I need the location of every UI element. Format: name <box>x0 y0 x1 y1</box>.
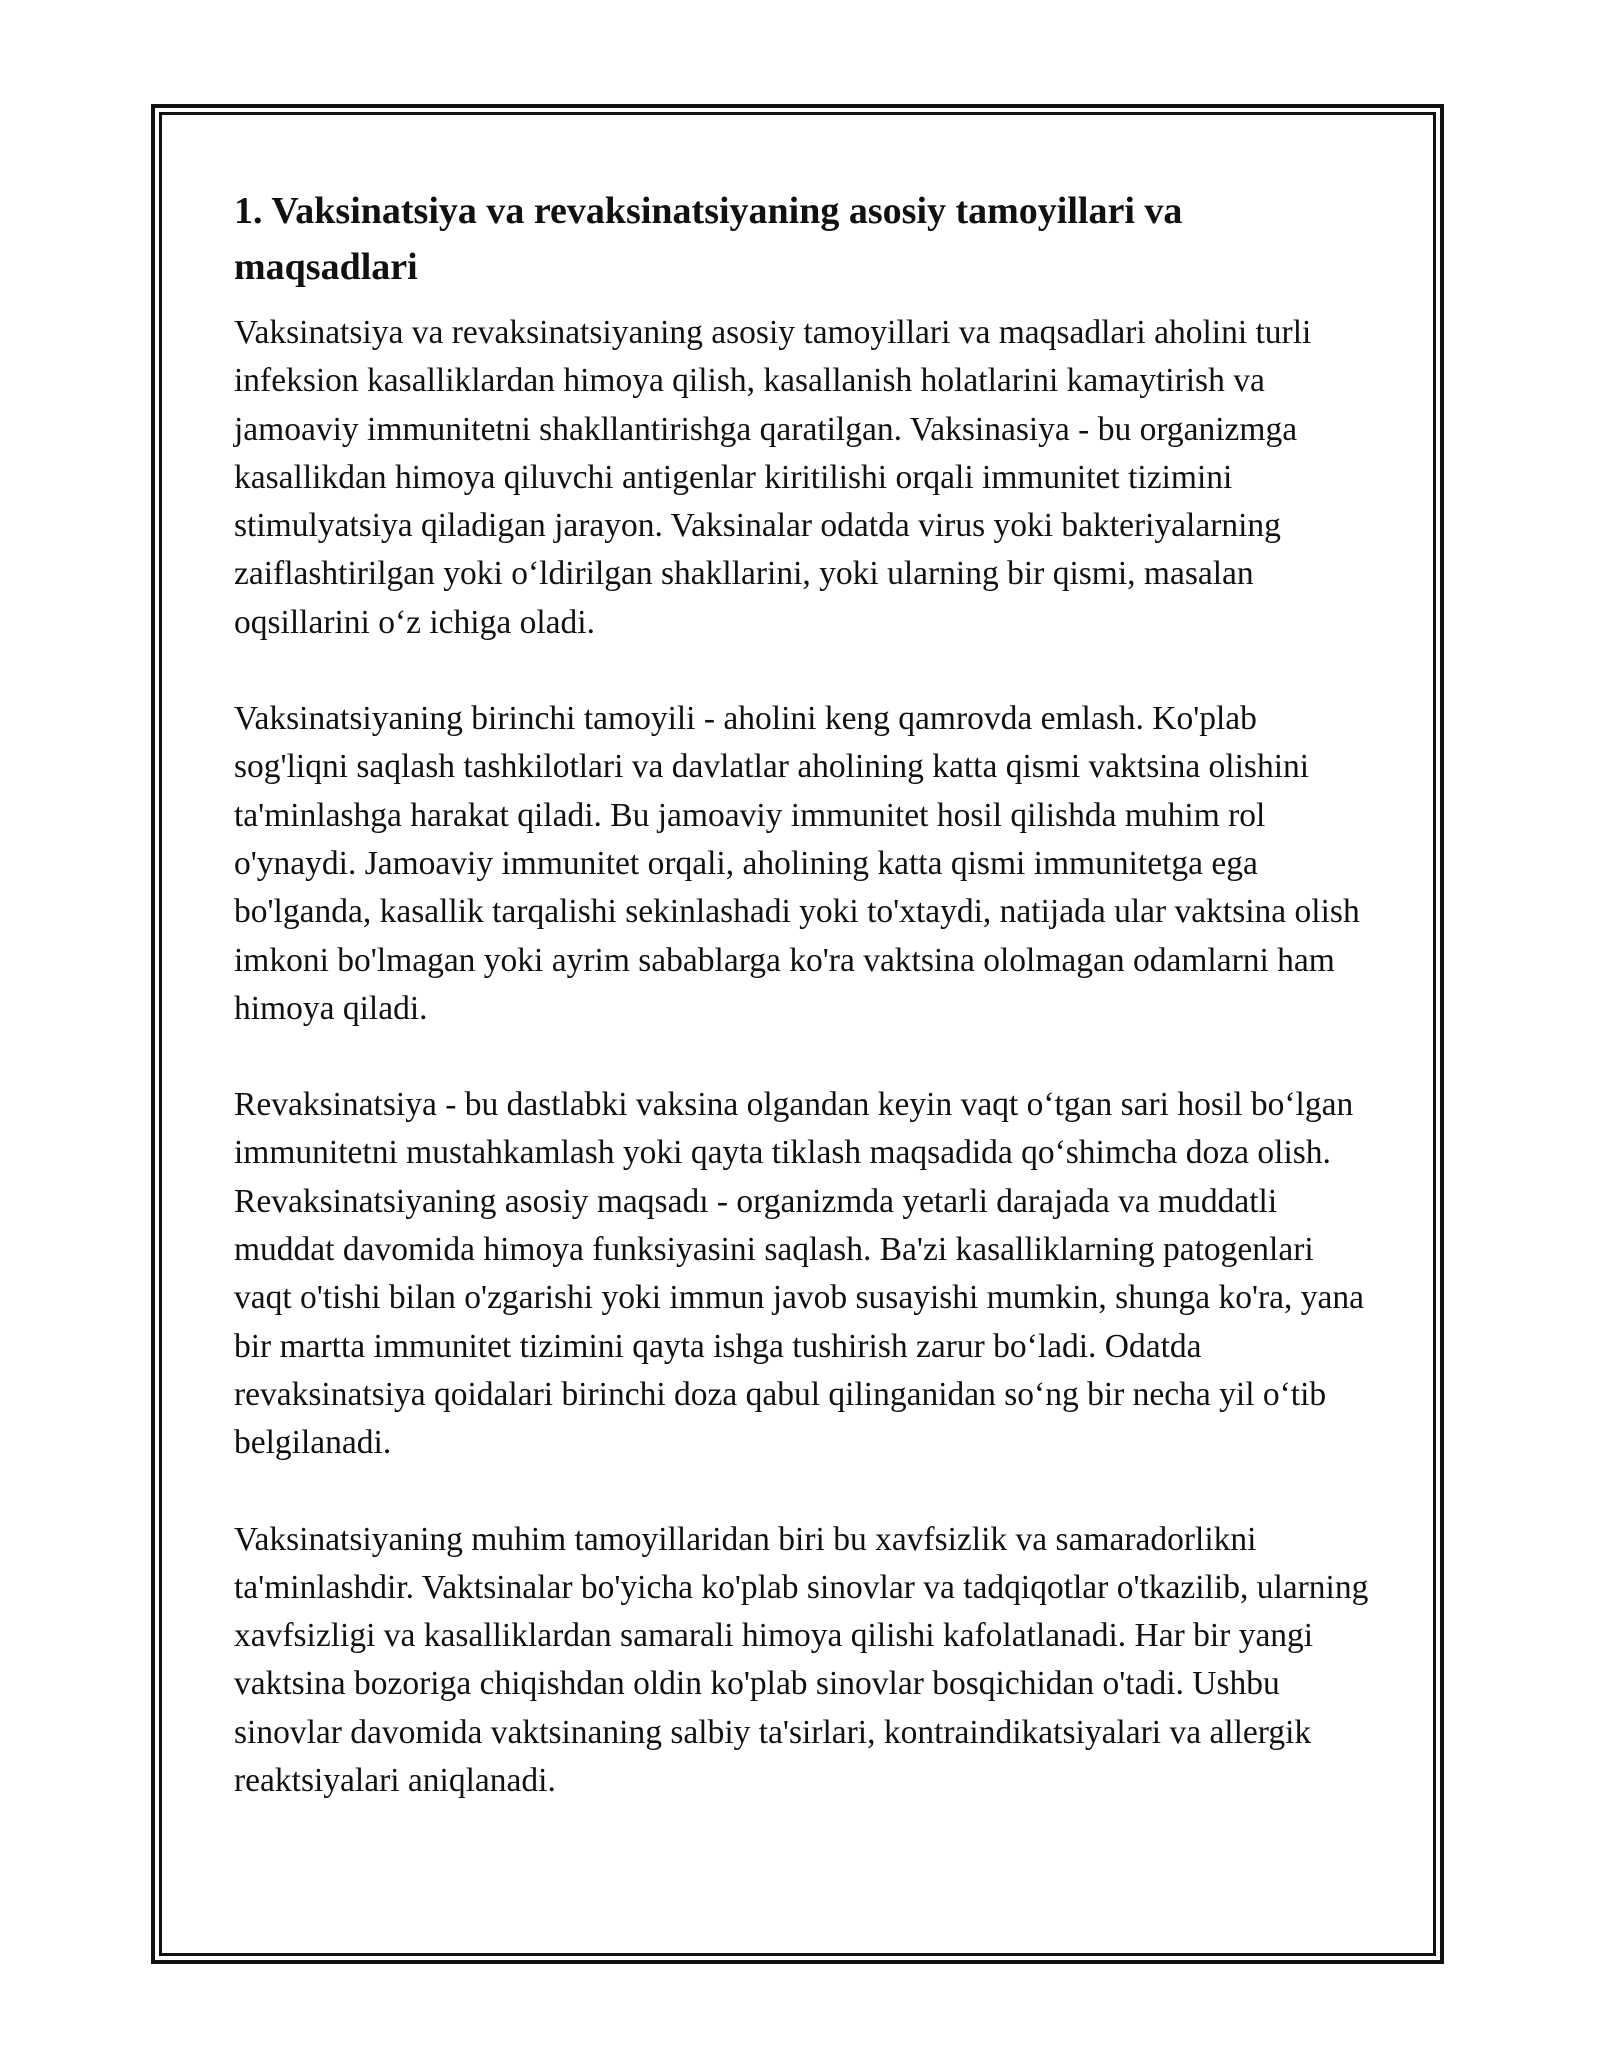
document-body <box>234 183 1374 1853</box>
paragraph-3: Revaksinatsiya - bu dastlabki vaksina olgandan keyin vaqt o‘tgan sari hosil bo‘lgan immunitetni mustahkamlash yoki qayta tiklash maqsadida qo‘shimcha doza olish. Revaksinatsiyaning asosiy maqsadı - organizmda yetarli darajada va muddatli muddat davomida himoya funksiyasini saqlash. Ba'zi kasalliklarning patogenlari vaqt o'tishi bilan o'zgarishi yoki immun javob susayishi mumkin, shunga ko'ra, yana bir martta immunitet tizimini qayta ishga tushirish zarur bo‘ladi. Odatda revaksinatsiya qoidalari birinchi doza qabul qilinganidan so‘ng bir necha yil o‘tib belgilanadi. <box>234 1086 1364 1462</box>
section-heading: 1. Vaksinatsiya va revaksinatsiyaning asosiy tamoyillari va maqsadlari <box>234 190 1183 288</box>
paragraph-2: Vaksinatsiyaning birinchi tamoyili - aholini keng qamrovda emlash. Ko'plab sog'liqni saqlash tashkilotlari va davlatlar aholining katta qismi vaktsina olishini ta'minlashga harakat qiladi. Bu jamoaviy immunitet hosil qilishda muhim rol o'ynaydi. Jamoaviy immunitet orqali, aholining katta qismi immunitetga ega bo'lganda, kasallik tarqalishi sekinlashadi yoki to'xtaydi, natijada ular vaktsina olish imkoni bo'lmagan yoki ayrim sabablarga ko'ra vaktsina ololmagan odamlarni ham himoya qiladi. <box>234 700 1360 1027</box>
paragraph-4: Vaksinatsiyaning muhim tamoyillaridan biri bu xavfsizlik va samaradorlikni ta'minlashdir. Vaktsinalar bo'yicha ko'plab sinovlar va tadqiqotlar o'tkazilib, ularning xavfsizligi va kasalliklardan samarali himoya qilishi kafolatlanadi. Har bir yangi vaktsina bozoriga chiqishdan oldin ko'plab sinovlar bosqichidan o'tadi. Ushbu sinovlar davomida vaktsinaning salbiy ta'sirlari, kontraindikatsiyalari va allergik reaktsiyalari aniqlanadi. <box>234 1520 1369 1800</box>
paragraph-1: Vaksinatsiya va revaksinatsiyaning asosiy tamoyillari va maqsadlari aholini turli infeksion kasalliklardan himoya qilish, kasallanish holatlarini kamaytirish va jamoaviy immunitetni shakllantirishga qaratilgan. Vaksinasiya - bu organizmga kasallikdan himoya qiluvchi antigenlar kiritilishi orqali immunitet tizimini stimulyatsiya qiladigan jarayon. Vaksinalar odatda virus yoki bakteriyalarning zaiflashtirilgan yoki o‘ldirilgan shakllarini, yoki ularning bir qismi, masalan oqsillarini o‘z ichiga oladi. <box>234 314 1312 641</box>
